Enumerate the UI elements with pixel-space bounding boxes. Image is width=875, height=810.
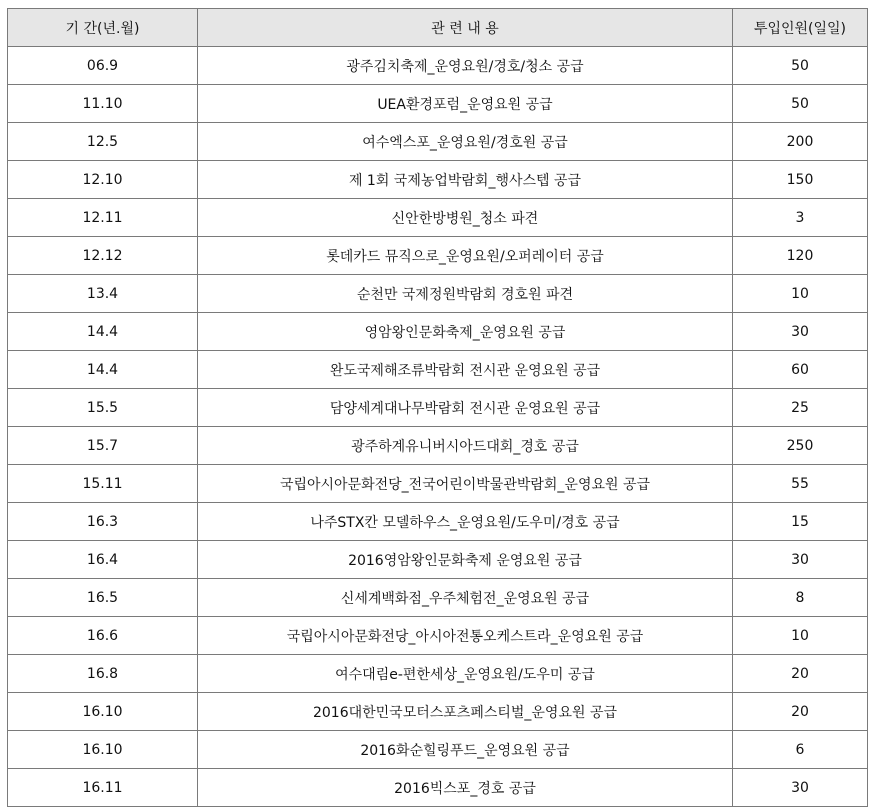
table-row	[8, 427, 868, 465]
cell-period: 16.5	[8, 579, 198, 617]
table-body	[8, 47, 868, 807]
cell-staff: 6	[733, 731, 868, 769]
table-row	[8, 693, 868, 731]
cell-content: 2016화순힐링푸드_운영요원 공급	[198, 731, 733, 769]
cell-content: 2016빅스포_경호 공급	[198, 769, 733, 807]
table-row	[8, 389, 868, 427]
cell-content: 국립아시아문화전당_아시아전통오케스트라_운영요원 공급	[198, 617, 733, 655]
cell-period: 15.7	[8, 427, 198, 465]
cell-staff: 25	[733, 389, 868, 427]
cell-staff: 200	[733, 123, 868, 161]
cell-content: 완도국제해조류박람회 전시관 운영요원 공급	[198, 351, 733, 389]
cell-content: 여수대림e-편한세상_운영요원/도우미 공급	[198, 655, 733, 693]
cell-staff: 15	[733, 503, 868, 541]
cell-period: 14.4	[8, 313, 198, 351]
header-content: 관 련 내 용	[198, 9, 733, 47]
cell-period: 16.6	[8, 617, 198, 655]
table-row	[8, 47, 868, 85]
table-row	[8, 655, 868, 693]
cell-period: 06.9	[8, 47, 198, 85]
cell-content: 담양세계대나무박람회 전시관 운영요원 공급	[198, 389, 733, 427]
cell-content: 영암왕인문화축제_운영요원 공급	[198, 313, 733, 351]
cell-content: UEA환경포럼_운영요원 공급	[198, 85, 733, 123]
cell-staff: 60	[733, 351, 868, 389]
cell-staff: 30	[733, 541, 868, 579]
cell-content: 국립아시아문화전당_전국어린이박물관박람회_운영요원 공급	[198, 465, 733, 503]
cell-period: 12.11	[8, 199, 198, 237]
cell-staff: 3	[733, 199, 868, 237]
cell-period: 15.5	[8, 389, 198, 427]
table-row	[8, 123, 868, 161]
cell-staff: 8	[733, 579, 868, 617]
cell-staff: 20	[733, 693, 868, 731]
table-row	[8, 237, 868, 275]
table-row	[8, 275, 868, 313]
cell-staff: 250	[733, 427, 868, 465]
table-row	[8, 465, 868, 503]
cell-content: 순천만 국제정원박람회 경호원 파견	[198, 275, 733, 313]
cell-content: 롯데카드 뮤직으로_운영요원/오퍼레이터 공급	[198, 237, 733, 275]
cell-content: 광주김치축제_운영요원/경호/청소 공급	[198, 47, 733, 85]
cell-period: 12.5	[8, 123, 198, 161]
cell-content: 신세계백화점_우주체험전_운영요원 공급	[198, 579, 733, 617]
cell-period: 16.11	[8, 769, 198, 807]
table-row	[8, 541, 868, 579]
header-staff: 투입인원(일일)	[733, 9, 868, 47]
cell-period: 14.4	[8, 351, 198, 389]
header-period: 기 간(년.월)	[8, 9, 198, 47]
cell-period: 12.10	[8, 161, 198, 199]
table-row	[8, 617, 868, 655]
table-row	[8, 199, 868, 237]
cell-period: 16.4	[8, 541, 198, 579]
table-header	[8, 9, 868, 47]
cell-staff: 10	[733, 275, 868, 313]
table-row	[8, 313, 868, 351]
cell-staff: 30	[733, 769, 868, 807]
table-row	[8, 161, 868, 199]
table-row	[8, 85, 868, 123]
cell-staff: 20	[733, 655, 868, 693]
cell-content: 나주STX칸 모델하우스_운영요원/도우미/경호 공급	[198, 503, 733, 541]
staffing-history-table-wrapper	[7, 8, 867, 807]
cell-content: 여수엑스포_운영요원/경호원 공급	[198, 123, 733, 161]
cell-content: 2016대한민국모터스포츠페스티벌_운영요원 공급	[198, 693, 733, 731]
cell-period: 16.10	[8, 693, 198, 731]
table-row	[8, 579, 868, 617]
cell-staff: 50	[733, 85, 868, 123]
cell-period: 13.4	[8, 275, 198, 313]
cell-period: 16.8	[8, 655, 198, 693]
header-row	[8, 9, 868, 47]
cell-period: 16.10	[8, 731, 198, 769]
table-row	[8, 503, 868, 541]
table-row	[8, 731, 868, 769]
cell-staff: 30	[733, 313, 868, 351]
table-row	[8, 769, 868, 807]
cell-period: 11.10	[8, 85, 198, 123]
cell-period: 15.11	[8, 465, 198, 503]
table-row	[8, 351, 868, 389]
cell-staff: 150	[733, 161, 868, 199]
cell-content: 광주하계유니버시아드대회_경호 공급	[198, 427, 733, 465]
cell-content: 제 1회 국제농업박람회_행사스텝 공급	[198, 161, 733, 199]
cell-staff: 50	[733, 47, 868, 85]
cell-content: 2016영암왕인문화축제 운영요원 공급	[198, 541, 733, 579]
cell-period: 16.3	[8, 503, 198, 541]
cell-staff: 55	[733, 465, 868, 503]
staffing-history-table	[7, 8, 868, 807]
cell-staff: 10	[733, 617, 868, 655]
cell-content: 신안한방병원_청소 파견	[198, 199, 733, 237]
cell-staff: 120	[733, 237, 868, 275]
cell-period: 12.12	[8, 237, 198, 275]
